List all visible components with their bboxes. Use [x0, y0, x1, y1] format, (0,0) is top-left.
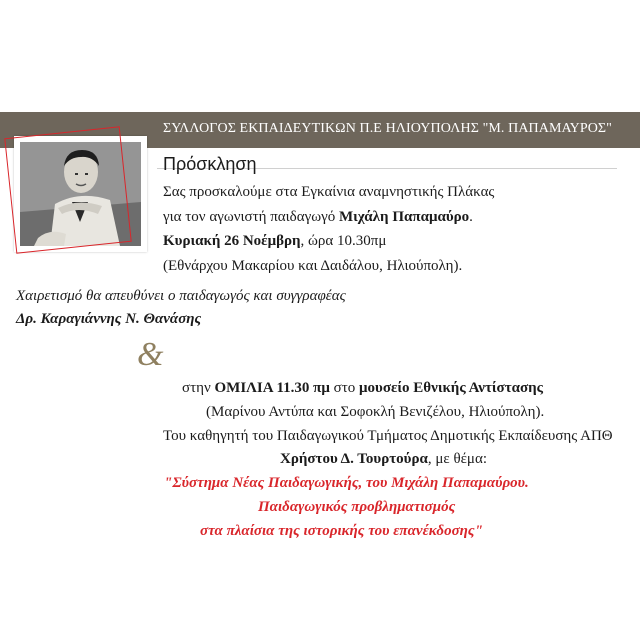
lecture-line-1 — [182, 379, 543, 397]
lecture-line-4 — [280, 450, 487, 468]
invitation-title: Πρόσκληση — [163, 154, 257, 174]
event-time: , ώρα 10.30πμ — [300, 233, 387, 249]
invitation-line-2 — [163, 208, 473, 226]
greeting-line-1: Χαιρετισμό θα απευθύνει ο παιδαγωγός και συγγραφέας — [16, 288, 346, 304]
topic-line-2: Παιδαγωγικός προβληματισμός — [258, 499, 456, 515]
lecture-line-1-mid: στο — [329, 380, 360, 396]
invitation-line-4: (Εθνάρχου Μακαρίου και Δαιδάλου, Ηλιούπολη). — [163, 258, 463, 274]
ampersand: & — [137, 336, 164, 373]
decorative-red-frame — [4, 126, 131, 253]
lecture-line-3: Του καθηγητή του Παιδαγωγικού Τμήματος Δημοτικής Εκπαίδευσης ΑΠΘ — [163, 428, 613, 444]
topic-line-3: στα πλαίσια της ιστορικής του επανέκδοσης" — [200, 523, 483, 539]
association-title: ΣΥΛΛΟΓΟΣ ΕΚΠΑΙΔΕΥΤΙΚΩΝ Π.Ε ΗΛΙΟΥΠΟΛΗΣ "Μ. ΠΑΠΑΜΑΥΡΟΣ" — [163, 121, 612, 136]
invitation-line-2-text: για τον αγωνιστή παιδαγωγό — [163, 209, 339, 225]
speaker-name: Δρ. Καραγιάννης Ν. Θανάσης — [16, 311, 202, 327]
lecture-line-1-prefix: στην — [182, 380, 215, 396]
invitation-line-2-end: . — [469, 209, 473, 225]
event-date: Κυριακή 26 Νοέμβρη — [163, 233, 301, 249]
lecture-line-2: (Μαρίνου Αντύπα και Σοφοκλή Βενιζέλου, Ηλιούπολη). — [206, 404, 545, 420]
honoree-name: Μιχάλη Παπαμαύρο — [339, 209, 470, 225]
lecture-time: ΟΜΙΛΙΑ 11.30 πμ — [214, 380, 330, 396]
topic-line-1: "Σύστημα Νέας Παιδαγωγικής, του Μιχάλη Παπαμαύρου. — [164, 475, 529, 491]
lecturer-name: Χρήστου Δ. Τουρτούρα — [280, 451, 428, 467]
invitation-line-1: Σας προσκαλούμε στα Εγκαίνια αναμνηστικής Πλάκας — [163, 184, 495, 200]
museum-name: μουσείο Εθνικής Αντίστασης — [359, 380, 544, 396]
invitation-line-3 — [163, 232, 386, 250]
lecture-line-4-end: , με θέμα: — [427, 451, 488, 467]
